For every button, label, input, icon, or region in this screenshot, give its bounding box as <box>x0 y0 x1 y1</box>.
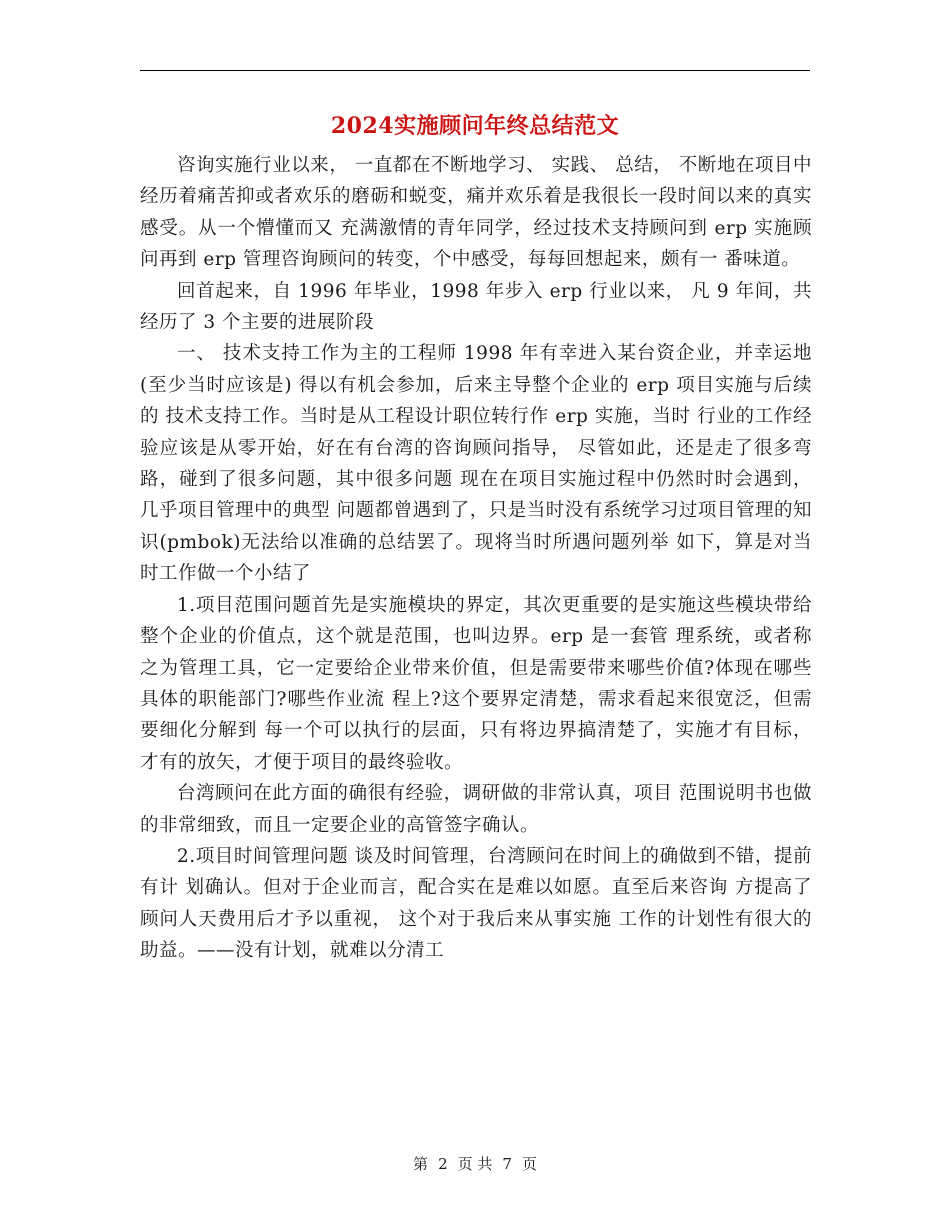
page-footer <box>0 1152 950 1176</box>
paragraph-time-management: 2.项目时间管理问题 谈及时间管理，台湾顾问在时间上的确做到不错，提前有计 划确认。但对于企业而言，配合实在是难以如愿。直至后来咨询 方提高了顾问人天费用后才予以重视， 这个对于我后来从事实施 工作的计划性有很大的助益。——没有计划，就难以分清工 <box>140 845 812 962</box>
footer-label-page: 第 <box>413 1155 429 1173</box>
footer-label-pages: 页 <box>521 1155 537 1173</box>
paragraph-taiwan-consultants: 台湾顾问在此方面的确很有经验，调研做的非常认真，项目 范围说明书也做的非常细致，而且一定要企业的高管签字确认。 <box>140 783 812 836</box>
header-rule <box>140 70 810 71</box>
paragraph-review: 回首起来，自 1996 年毕业，1998 年步入 erp 行业以来， 凡 9 年间，共经历了 3 个主要的进展阶段 <box>140 280 812 334</box>
document-title: 2024实施顾问年终总结范文 <box>330 113 620 139</box>
document-body <box>140 150 812 967</box>
paragraph-intro: 咨询实施行业以来， 一直都在不断地学习、 实践、 总结， 不断地在项目中经历着痛苦抑或者欢乐的磨砺和蜕变，痛并欢乐着是我很长一段时间以来的真实感受。从一个懵懂而又 充满激情的青年同学，经过技术支持顾问到 erp 实施顾问再到 erp 管理咨询顾问的转变，个中感受，每每回想起来，颇有一 番味道。 <box>140 155 812 271</box>
footer-total-pages: 7 <box>502 1155 512 1173</box>
paragraph-stage-one: 一、 技术支持工作为主的工程师 1998 年有幸进入某台资企业，并幸运地(至少当时应该是) 得以有机会参加，后来主导整个企业的 erp 项目实施与后续的 技术支持工作。当时是从工程设计职位转行作 erp 实施，当时 行业的工作经验应该是从零开始，好在有台湾的咨询顾问指导， 尽管如此，还是走了很多弯路，碰到了很多问题，其中很多问题 现在在项目实施过程中仍然时时会遇到， 几乎项目管理中的典型 问题都曾遇到了，只是当时没有系统学习过项目管理的知识(pmbok)无法给以准确的总结罢了。现将当时所遇问题列举 如下，算是对当时工作做一个小结了 <box>140 343 812 585</box>
footer-label-of: 页 共 <box>457 1155 493 1173</box>
footer-current-page: 2 <box>438 1155 448 1173</box>
paragraph-scope-issue: 1.项目范围问题首先是实施模块的界定，其次更重要的是实施这些模块带给 整个企业的价值点，这个就是范围，也叫边界。erp 是一套管 理系统，或者称之为管理工具，它一定要给企业带来价值，但是需要带来哪些价值?体现在哪些具体的职能部门?哪些作业流 程上?这个要界定清楚，需求看起来很宽泛，但需要细化分解到 每一个可以执行的层面，只有将边界搞清楚了，实施才有目标， 才有的放矢，才便于项目的最终验收。 <box>140 594 812 773</box>
